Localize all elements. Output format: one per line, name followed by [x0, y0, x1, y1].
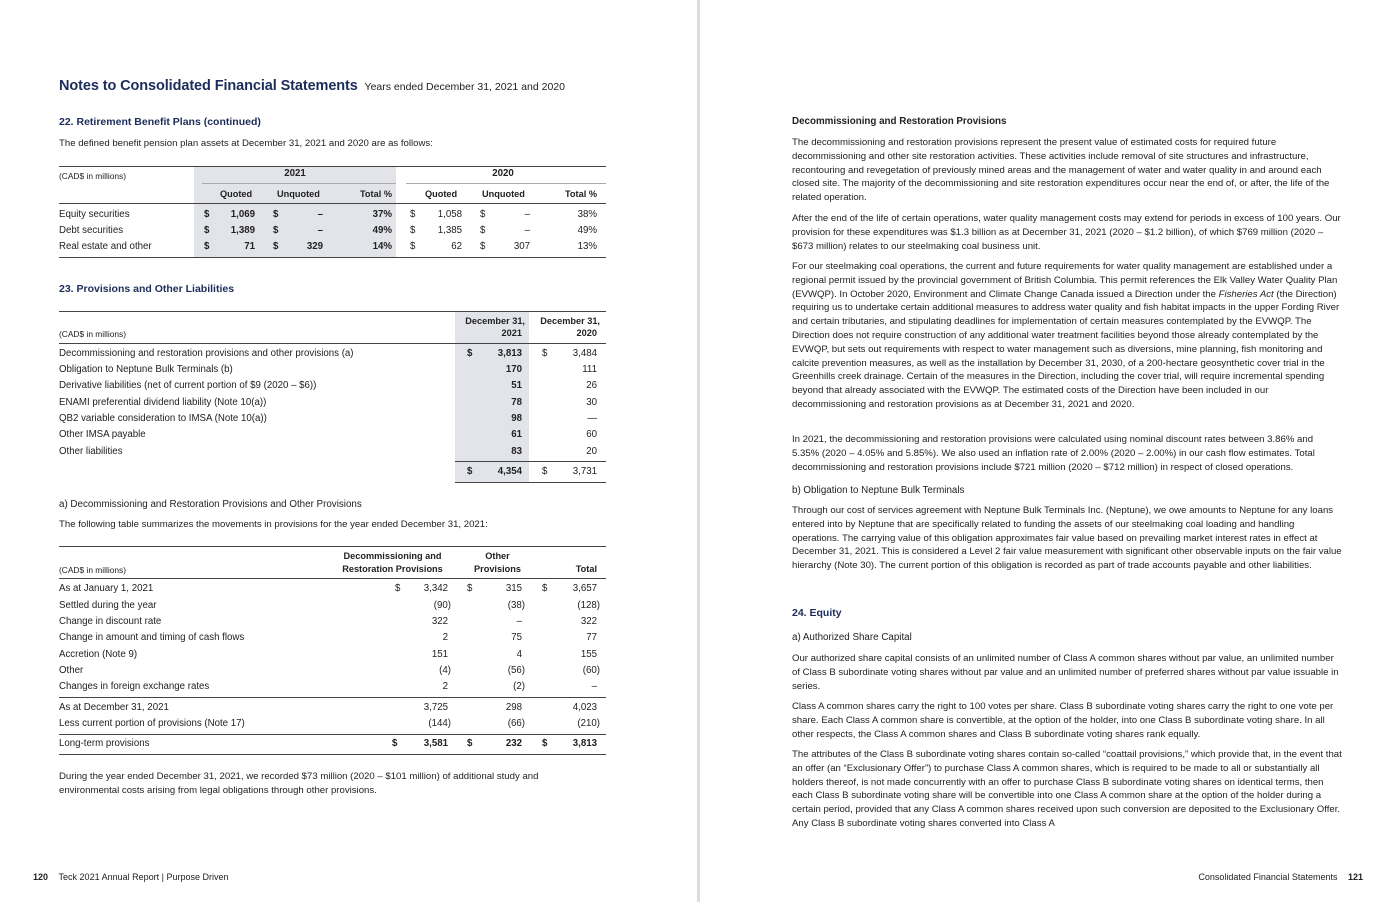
col-quoted-2021: Quoted — [220, 189, 253, 199]
table-row-label: Change in discount rate — [59, 616, 162, 627]
left-page — [0, 0, 697, 902]
value-cell: (128) — [577, 600, 600, 611]
table-row-label: Other IMSA payable — [59, 429, 146, 440]
table-row-label: As at January 1, 2021 — [59, 583, 154, 594]
value-cell: (90) — [433, 600, 451, 611]
currency-symbol: $ — [273, 225, 279, 236]
value-cell: 3,342 — [423, 583, 448, 594]
table-row-label: Long-term provisions — [59, 738, 150, 749]
value-cell: (2) — [513, 681, 525, 692]
units-label: (CAD$ in millions) — [59, 565, 127, 575]
col-other-line1: Other — [485, 551, 510, 561]
value-cell: (56) — [507, 665, 525, 676]
value-cell: 298 — [505, 702, 522, 713]
currency-symbol: $ — [204, 241, 210, 252]
page-number: 120 — [33, 872, 49, 882]
currency-symbol: $ — [273, 241, 279, 252]
subsection-a-heading: a) Decommissioning and Restoration Provisions and Other Provisions — [59, 499, 362, 510]
col-total-2021: Total % — [360, 189, 392, 199]
paragraph: Through our cost of services agreement with Neptune Bulk Terminals Inc. (Neptune), we owe amounts to Neptune for any loans entered into by Neptune that are specifically related to funding the assets of our steelmaking coal loading and handling operations. The carrying value of this obligation approximates fair value based on prevailing market interest rates in effect at December 31, 2021. This is considered a Level 2 fair value measurement with significant other observable inputs on the fair value hierarchy (Note 30). The current portion of this obligation is recorded as part of trade accounts payable and other liabilities. — [792, 505, 1342, 572]
value-cell: 60 — [586, 429, 597, 440]
value-cell: (210) — [577, 718, 600, 729]
paragraph: The decommissioning and restoration provisions represent the present value of estimated costs for required future decommissioning and other site restoration activities. These activities include removal of site structures and infrastructure, recontouring and revegetation of previously mined areas and the management of water and water quality in and around each closed site. The majority of the decommissioning and site restoration expenditures occur near the end of, or after, the life of the related operation. — [792, 137, 1330, 204]
value-cell: (4) — [439, 665, 451, 676]
table-row-label: Debt securities — [59, 225, 124, 236]
value-cell: (66) — [507, 718, 525, 729]
closing-paragraph: During the year ended December 31, 2021, we recorded $73 million (2020 – $101 million) of additional study and environmental costs arising from legal obligations through other provisions. — [59, 771, 539, 796]
table-rule — [59, 203, 606, 204]
col-unquoted-2021: Unquoted — [277, 189, 320, 199]
table-row-label: Changes in foreign exchange rates — [59, 681, 210, 692]
footer-text: Consolidated Financial Statements — [1198, 872, 1338, 882]
value-cell: 71 — [244, 241, 255, 252]
table-rule — [59, 578, 606, 579]
value-cell: (38) — [507, 600, 525, 611]
value-cell: – — [591, 681, 597, 692]
currency-symbol: $ — [204, 209, 210, 220]
value-cell: 3,725 — [423, 702, 448, 713]
value-cell: 111 — [582, 364, 597, 375]
year-2021-header: 2021 — [284, 168, 306, 179]
value-cell: 77 — [586, 632, 597, 643]
table-row-label: As at December 31, 2021 — [59, 702, 169, 713]
value-cell: 75 — [511, 632, 522, 643]
col-quoted-2020: Quoted — [425, 189, 458, 199]
value-cell: (60) — [582, 665, 600, 676]
col-decommissioning-line2: Restoration Provisions — [342, 564, 443, 574]
footer-left — [33, 872, 228, 882]
value-cell: (144) — [428, 718, 451, 729]
table-rule — [59, 343, 606, 344]
value-cell: 78 — [511, 397, 522, 408]
table-row-label: Accretion (Note 9) — [59, 649, 138, 660]
currency-symbol: $ — [542, 738, 548, 749]
value-cell: 4 — [516, 649, 522, 660]
currency-symbol: $ — [542, 466, 548, 477]
value-cell: – — [317, 209, 323, 220]
paragraph: After the end of the life of certain operations, water quality management costs may extend for periods in excess of 100 years. Our provision for these expenditures was $1.3 billion as at December 31, 2021 (2020 – $1.2 billion), of which $769 million (2020 – $673 million) relates to our steelmaking coal business unit. — [792, 213, 1341, 252]
table-row-label: Derivative liabilities (net of current portion of $9 (2020 – $6)) — [59, 380, 317, 391]
value-cell: — — [587, 413, 597, 424]
value-cell: 155 — [580, 649, 597, 660]
value-cell: 307 — [513, 241, 530, 252]
currency-symbol: $ — [273, 209, 279, 220]
value-cell: 62 — [451, 241, 462, 252]
total-2020: 3,731 — [572, 466, 597, 477]
table-rule — [202, 183, 396, 184]
table-rule — [59, 166, 606, 167]
value-cell: 232 — [505, 738, 522, 749]
value-cell: 151 — [431, 649, 448, 660]
table-rule — [59, 754, 606, 755]
value-cell: 322 — [580, 616, 597, 627]
paragraph: The attributes of the Class B subordinate voting shares contain so-called “coattail provisions,” which provide that, in the event that an offer (an “Exclusionary Offer”) to purchase Class A common shares, which is required to be made to all or substantially all holders thereof, is not made concurrently with an offer to purchase Class B subordinate voting shares on identical terms, then each Class B subordinate voting share will be convertible into one Class A common share at the option of the holder during a certain period, provided that any Class A common shares received upon such conversion are deposited to the Exclusionary Offer. Any Class B subordinate voting shares converted into Class A — [792, 749, 1342, 829]
movements-intro: The following table summarizes the movements in provisions for the year ended December 31, 2021: — [59, 519, 488, 530]
total-2021: 4,354 — [497, 466, 522, 477]
value-cell: 14% — [372, 241, 392, 252]
subsection-b-heading: b) Obligation to Neptune Bulk Terminals — [792, 485, 965, 496]
table-row-label: Other liabilities — [59, 446, 123, 457]
value-cell: 1,058 — [437, 209, 462, 220]
page-number: 121 — [1347, 872, 1363, 882]
table-rule — [455, 482, 606, 483]
table-row-label: Change in amount and timing of cash flows — [59, 632, 245, 643]
col-2021-line2: 2021 — [501, 328, 522, 338]
value-cell: 322 — [431, 616, 448, 627]
note-22-heading: 22. Retirement Benefit Plans (continued) — [59, 116, 261, 128]
value-cell: 83 — [511, 446, 522, 457]
paragraph: Our authorized share capital consists of an unlimited number of Class A common shares without par value, an unlimited number of Class B subordinate voting shares without par value and an unlimited number of preferred shares without par value issuable in series. — [792, 653, 1339, 692]
value-cell: – — [524, 209, 530, 220]
table-rule — [59, 697, 606, 698]
currency-symbol: $ — [480, 225, 486, 236]
units-label: (CAD$ in millions) — [59, 329, 127, 339]
equity-heading: 24. Equity — [792, 607, 842, 619]
value-cell: 26 — [586, 380, 597, 391]
value-cell: – — [317, 225, 323, 236]
page-title: Notes to Consolidated Financial Statements Years ended December 31, 2021 and 2020 — [59, 78, 565, 94]
col-decommissioning-line1: Decommissioning and — [343, 551, 442, 561]
value-cell: 49% — [577, 225, 597, 236]
value-cell: 20 — [586, 446, 597, 457]
value-cell: 3,813 — [572, 738, 597, 749]
currency-symbol: $ — [467, 348, 473, 359]
table-rule — [59, 311, 606, 312]
units-label: (CAD$ in millions) — [59, 171, 127, 181]
col-2020-line1: December 31, — [540, 316, 600, 326]
value-cell: 37% — [372, 209, 392, 220]
footer-right — [1198, 872, 1363, 882]
table-rule — [406, 183, 606, 184]
footer-text: Teck 2021 Annual Report | Purpose Driven — [58, 872, 229, 882]
col-2021-line1: December 31, — [465, 316, 525, 326]
value-cell: 13% — [577, 241, 597, 252]
paragraph: Class A common shares carry the right to 100 votes per share. Class B subordinate voting shares carry the right to one vote per share. Each Class A common share is convertible, at the option of the holder, into one Class B subordinate voting share. In all other respects, the Class A common shares and Class B subordinate voting shares rank equally. — [792, 701, 1334, 740]
note-23-heading: 23. Provisions and Other Liabilities — [59, 283, 235, 295]
value-cell: 1,069 — [230, 209, 255, 220]
value-cell: 51 — [511, 380, 522, 391]
currency-symbol: $ — [467, 738, 473, 749]
note-22-intro: The defined benefit pension plan assets at December 31, 2021 and 2020 are as follows: — [59, 138, 433, 149]
col-unquoted-2020: Unquoted — [482, 189, 525, 199]
table-rule — [455, 461, 606, 462]
value-cell: 61 — [511, 429, 522, 440]
currency-symbol: $ — [204, 225, 210, 236]
value-cell: 3,484 — [572, 348, 597, 359]
year-2020-header: 2020 — [492, 168, 514, 179]
value-cell: 3,813 — [497, 348, 522, 359]
currency-symbol: $ — [410, 225, 416, 236]
table-row-label: Less current portion of provisions (Note 17) — [59, 718, 245, 729]
decommissioning-heading: Decommissioning and Restoration Provisions — [792, 116, 1007, 127]
currency-symbol: $ — [480, 241, 486, 252]
col-total-2020: Total % — [565, 189, 597, 199]
table-row-label: ENAMI preferential dividend liability (Note 10(a)) — [59, 397, 267, 408]
table-rule — [59, 734, 606, 735]
currency-symbol: $ — [542, 348, 548, 359]
table-row-label: Decommissioning and restoration provisions and other provisions (a) — [59, 348, 354, 359]
col-total: Total — [575, 564, 597, 574]
currency-symbol: $ — [467, 583, 473, 594]
table-row-label: Settled during the year — [59, 600, 157, 611]
currency-symbol: $ — [392, 738, 398, 749]
currency-symbol: $ — [542, 583, 548, 594]
table-rule — [59, 257, 606, 258]
currency-symbol: $ — [410, 241, 416, 252]
value-cell: – — [516, 616, 522, 627]
currency-symbol: $ — [410, 209, 416, 220]
right-page — [700, 0, 1395, 902]
value-cell: 38% — [577, 209, 597, 220]
paragraph: For our steelmaking coal operations, the current and future requirements for water quality management are established under a regional permit issued by the provincial government of British Columbia. This permit references the Elk Valley Water Quality Plan (EVWQP). In October 2020, Environment and Climate Change Canada issued a Direction under the Fisheries Act (the Direction) requiring us to undertake certain additional measures to address water quality and fish habitat impacts in the upper Fording River and certain tributaries, and stipulating deadlines for implementation of certain measures contemplated by the EVWQP. The Direction does not require construction of any additional water treatment facilities beyond those already contemplated by the EVWQP, but sets out requirements with respect to water management such as diversions, mine planning, fish monitoring and calcite prevention measures, as well as the installation by December 31, 2030, of a 200-hectare geosynthetic cover trial in the Greenhills creek drainage. Certain of the measures in the Direction, including the cover trial, will require incremental spending beyond that already associated with the EVWQP. The estimated costs of the Direction have been included in our decommissioning and restoration provisions as at December 31, 2021 and 2020. — [792, 261, 1340, 410]
col-other-line2: Provisions — [474, 564, 521, 574]
value-cell: 2 — [442, 632, 448, 643]
currency-symbol: $ — [480, 209, 486, 220]
value-cell: 329 — [306, 241, 323, 252]
table-row-label: Equity securities — [59, 209, 130, 220]
value-cell: 49% — [372, 225, 392, 236]
value-cell: 315 — [505, 583, 522, 594]
value-cell: 98 — [511, 413, 522, 424]
table-rule — [59, 546, 606, 547]
value-cell: 170 — [505, 364, 522, 375]
table-row-label: Real estate and other — [59, 241, 152, 252]
value-cell: 2 — [442, 681, 448, 692]
table-row-label: QB2 variable consideration to IMSA (Note 10(a)) — [59, 413, 267, 424]
table-row-label: Obligation to Neptune Bulk Terminals (b) — [59, 364, 233, 375]
table-row-label: Other — [59, 665, 84, 676]
value-cell: 1,389 — [230, 225, 255, 236]
value-cell: – — [524, 225, 530, 236]
col-2020-line2: 2020 — [576, 328, 597, 338]
currency-symbol: $ — [395, 583, 401, 594]
value-cell: 1,385 — [437, 225, 462, 236]
paragraph: In 2021, the decommissioning and restoration provisions were calculated using nominal discount rates between 3.86% and 5.35% (2020 – 4.05% and 5.85%). We also used an inflation rate of 2.00% (2020 – 2.00%) in our cash flow estimates. Total decommissioning and restoration provisions include $721 million (2020 – $712 million) in respect of closed operations. — [792, 434, 1315, 473]
currency-symbol: $ — [467, 466, 473, 477]
value-cell: 3,581 — [423, 738, 448, 749]
value-cell: 3,657 — [572, 583, 597, 594]
value-cell: 4,023 — [572, 702, 597, 713]
subsection-a-heading: a) Authorized Share Capital — [792, 632, 912, 643]
value-cell: 30 — [586, 397, 597, 408]
